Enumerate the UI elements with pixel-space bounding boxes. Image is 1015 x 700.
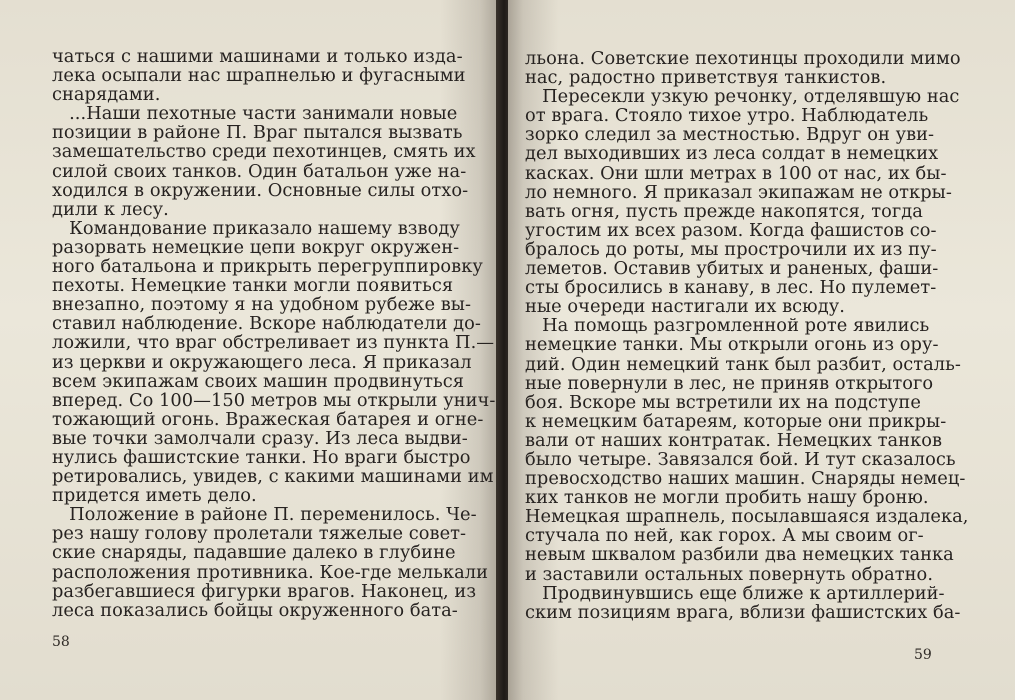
text-line: замешательство среди пехотинцев, смять их bbox=[52, 141, 476, 163]
text-line: нулись фашистские танки. Но враги быстро bbox=[52, 446, 471, 468]
text-line: лека осыпали нас шрапнелью и фугасными bbox=[52, 65, 466, 87]
text-line: из церкви и окружающего леса. Я приказал bbox=[52, 351, 472, 373]
text-line: леса показались бойцы окруженного бата- bbox=[52, 599, 458, 621]
text-line: придется иметь дело. bbox=[52, 485, 257, 507]
text-line: дел выходивших из леса солдат в немецких bbox=[525, 143, 939, 165]
text-line: вали от наших контратак. Немецких танков bbox=[525, 429, 943, 451]
text-line: всем экипажам своих машин продвинуться bbox=[52, 370, 464, 392]
text-line: ские снаряды, падавшие далеко в глубине bbox=[52, 542, 456, 564]
text-line: и заставили остальных повернуть обратно. bbox=[525, 563, 934, 585]
text-line: вать огня, пусть прежде накопятся, тогда bbox=[525, 200, 923, 222]
text-line: вые точки замолчали сразу. Из леса выдви- bbox=[52, 427, 468, 449]
text-line: Немецкая шрапнель, посылавшаяся издалека, bbox=[525, 506, 969, 528]
text-line: ные очереди настигали их всюду. bbox=[525, 296, 845, 318]
text-line: было четыре. Завязался бой. И тут сказалось bbox=[525, 448, 956, 470]
text-line: леметов. Оставив убитых и раненых, фаши- bbox=[525, 258, 939, 280]
text-line: внезапно, поэтому я на удобном рубеже вы- bbox=[52, 294, 472, 316]
text-line: ких танков не могли пробить нашу броню. bbox=[525, 487, 929, 509]
text-line: нас, радостно приветствуя танкистов. bbox=[525, 67, 887, 89]
left-page-text bbox=[52, 46, 496, 621]
text-line: ...Наши пехотные части занимали новые bbox=[52, 103, 458, 125]
text-line: снарядами. bbox=[52, 84, 161, 106]
text-line: касках. Они шли метрах в 100 от нас, их бы- bbox=[525, 162, 947, 184]
text-line: позиции в районе П. Враг пытался вызвать bbox=[52, 122, 463, 144]
text-line: Командование приказало нашему взводу bbox=[52, 217, 460, 239]
text-line: разорвать немецкие цепи вокруг окружен- bbox=[52, 236, 460, 258]
text-line: ретировались, увидев, с какими машинами им bbox=[52, 466, 494, 488]
text-line: пехоты. Немецкие танки могли появиться bbox=[52, 275, 454, 297]
text-line: расположения противника. Кое-где мелькали bbox=[52, 561, 488, 583]
text-line: сты бросились в канаву, в лес. Но пулемет- bbox=[525, 277, 937, 299]
text-line: силой своих танков. Один батальон уже на- bbox=[52, 160, 467, 182]
text-line: ные повернули в лес, не приняв открытого bbox=[525, 372, 934, 394]
text-line: Положение в районе П. переменилось. Че- bbox=[52, 504, 477, 526]
text-line: немецкие танки. Мы открыли огонь из ору- bbox=[525, 334, 939, 356]
text-line: льона. Советские пехотинцы проходили мимо bbox=[525, 48, 961, 69]
text-line: чаться с нашими машинами и только изда- bbox=[52, 46, 463, 67]
text-line: дили к лесу. bbox=[52, 198, 169, 220]
text-line: бралось до роты, мы прострочили их из пу- bbox=[525, 238, 937, 260]
text-line: ставил наблюдение. Вскоре наблюдатели до- bbox=[52, 313, 481, 335]
text-line: ложили, что враг обстреливает из пункта П.— bbox=[52, 332, 495, 354]
text-line: На помощь разгромленной роте явились bbox=[525, 315, 930, 337]
left-page-number: 58 bbox=[52, 634, 70, 650]
text-line: дий. Один немецкий танк был разбит, осталь- bbox=[525, 353, 961, 375]
text-line: превосходство наших машин. Снаряды немец- bbox=[525, 468, 966, 490]
text-line: Пересекли узкую речонку, отделявшую нас bbox=[525, 86, 960, 108]
text-line: боя. Вскоре мы встретили их на подступе bbox=[525, 391, 921, 413]
text-line: тожающий огонь. Вражеская батарея и огне- bbox=[52, 408, 484, 430]
text-line: ло немного. Я приказал экипажам не откры- bbox=[525, 181, 952, 203]
text-line: разбегавшиеся фигурки врагов. Наконец, из bbox=[52, 580, 477, 602]
text-line: ного батальона и прикрыть перегруппировку bbox=[52, 256, 483, 278]
text-line: зорко следил за местностью. Вдруг он уви- bbox=[525, 124, 935, 146]
text-line: угостим их всех разом. Когда фашистов со- bbox=[525, 219, 937, 241]
text-line: ским позициям врага, вблизи фашистских ба- bbox=[525, 601, 961, 623]
right-page-number: 59 bbox=[914, 647, 932, 663]
text-line: Продвинувшись еще ближе к артиллерий- bbox=[525, 582, 945, 604]
left-page bbox=[0, 0, 500, 700]
text-line: от врага. Стояло тихое утро. Наблюдатель bbox=[525, 105, 929, 127]
text-line: вперед. Со 100—150 метров мы открыли унич- bbox=[52, 389, 496, 411]
text-line: ходился в окружении. Основные силы отхо- bbox=[52, 179, 469, 201]
right-page-text bbox=[525, 48, 969, 623]
text-line: к немецким батареям, которые они прикры- bbox=[525, 410, 947, 432]
text-line: невым шквалом разбили два немецких танка bbox=[525, 544, 954, 566]
text-line: рез нашу голову пролетали тяжелые совет- bbox=[52, 523, 467, 545]
right-page bbox=[508, 0, 1015, 700]
text-line: стучала по ней, как горох. А мы своим ог- bbox=[525, 525, 924, 547]
